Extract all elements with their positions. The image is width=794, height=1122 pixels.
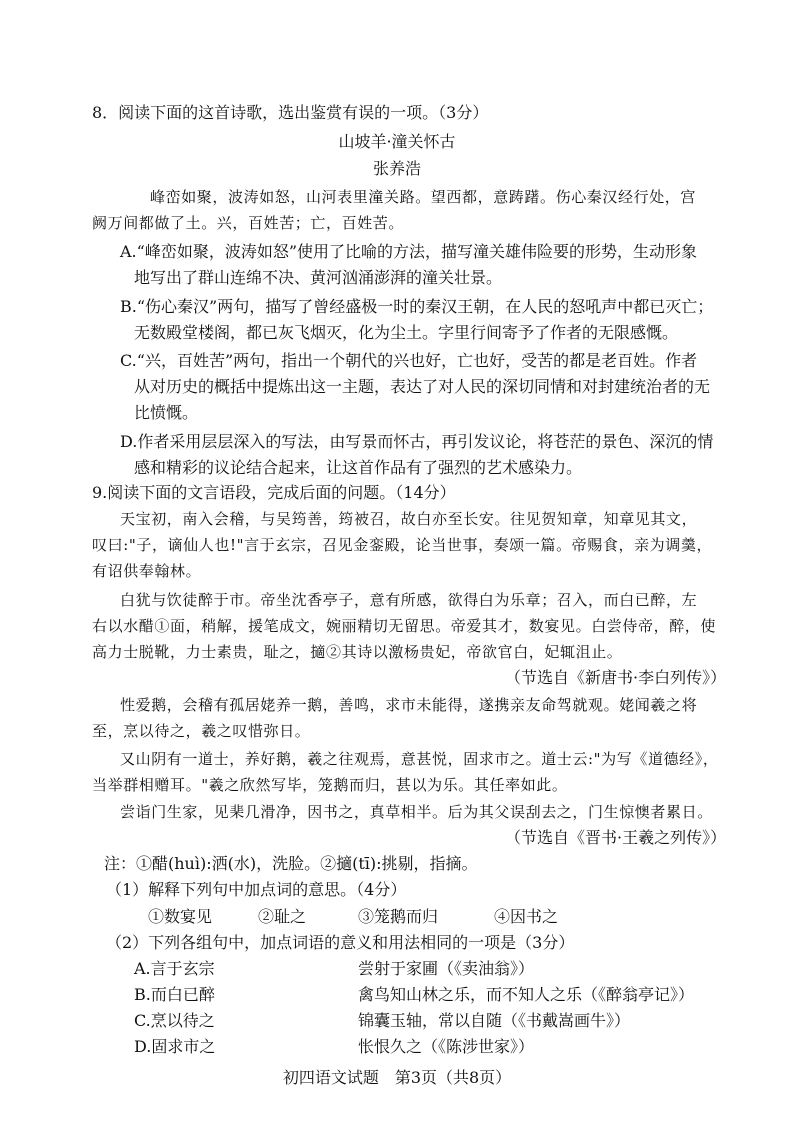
q9-stem: 9.阅读下面的文言语段，完成后面的问题。（14分） [92,483,456,502]
q8-stem: 8．阅读下面的这首诗歌，选出鉴赏有误的一项。（3分） [92,103,489,122]
subquestion-2: （2）下列各组句中，加点词语的意义和用法相同的一项是（3分） [106,933,575,952]
classical-text-line: 性爱鹅，会稽有孤居姥养一鹅，善鸣，求市未能得，遂携亲友命驾就观。姥闻羲之将 [120,696,698,714]
poem-author: 张养浩 [372,159,421,178]
option-b-line: 无数殿堂楼阁，都已灰飞烟灭，化为尘土。字里行间寄予了作者的无限感慨。 [134,323,679,342]
poem-title: 山坡羊·潼关怀古 [338,132,456,151]
classical-text-line: 有诏供奉翰林。 [92,562,202,580]
sub2-option-right: 禽鸟知山林之乐，而不知人之乐（《醉翁亭记》） [358,985,695,1004]
sub2-option-left: C.烹以待之 [134,1011,215,1030]
subquestion-1-item: ②耻之 [258,907,307,926]
poem-line: 峰峦如聚，波涛如怒，山河表里潼关路。望西都，意踌躇。伤心秦汉经行处，宫 [150,188,697,206]
classical-text-line: 高力士脱靴，力士素贵，耻之，擿②其诗以激杨贵妃，帝欲官白，妃辄沮止。 [92,643,623,661]
source-citation: （节选自《新唐书·李白列传》） [505,668,727,687]
classical-text-line: 又山阴有一道士，养好鹅，羲之往观焉，意甚悦，固求市之。道士云:"为写《道德经》， [120,750,719,768]
option-c-line: C.“兴，百姓苦”两句，指出一个朝代的兴也好，亡也好，受苦的都是老百姓。作者 [120,351,698,370]
sub2-option-left: D.固求市之 [134,1037,216,1056]
option-d-line: D.作者采用层层深入的写法，由写景而怀古，再引发议论，将苍茫的景色、深沉的情 [120,432,714,451]
option-d-line: 感和精彩的议论结合起来，让这首作品有了强烈的艺术感染力。 [134,458,583,477]
source-citation: （节选自《晋书·王羲之列传》） [505,828,727,847]
classical-text-line: 右以水醋①面，稍解，援笔成文，婉丽精切无留思。帝爱其才，数宴见。白尝侍帝，醉，使 [92,617,717,635]
classical-text-line: 叹曰:"子，谪仙人也!"言于玄宗，召见金銮殿，论当世事，奏颂一篇。帝赐食，亲为调羹， [92,536,713,554]
sub2-option-right: 锦囊玉轴，常以自随（《书戴嵩画牛》） [358,1011,631,1030]
option-c-line: 比愤慨。 [134,403,199,422]
sub2-option-right: 怅恨久之（《陈涉世家》） [358,1037,535,1056]
classical-text-line: 白犹与饮徒醉于市。帝坐沈香亭子，意有所感，欲得白为乐章；召入，而白已醉，左 [120,591,698,609]
classical-text-line: 尝诣门生家，见棐几滑净，因书之，真草相半。后为其父误刮去之，门生惊懊者累日。 [120,803,713,821]
option-c-line: 从对历史的概括中提炼出这一主题，表达了对人民的深切同情和对封建统治者的无 [134,377,711,396]
subquestion-1: （1）解释下列句中加点词的意思。（4分） [106,880,407,899]
option-a-line: 地写出了群山连绵不决、黄河汹涌澎湃的潼关壮景。 [134,268,503,287]
classical-text-line: 当举群相赠耳。"羲之欣然写毕，笼鹅而归，甚以为乐。其任率如此。 [92,776,568,794]
page-footer: 初四语文试题 第3页（共8页） [282,1068,512,1087]
sub2-option-right: 尝射于家圃（《卖油翁》） [358,959,535,978]
sub2-option-left: B.而白已醉 [134,985,215,1004]
subquestion-1-item: ④因书之 [494,907,559,926]
option-b-line: B.“伤心秦汉”两句，描写了曾经盛极一时的秦汉王朝，在人民的怒吼声中都已灭亡； [120,297,714,316]
option-a-line: A.“峰峦如聚，波涛如怒”使用了比喻的方法，描写潼关雄伟险要的形势，生动形象 [120,242,698,261]
annotation-note: 注：①醋(huì):洒(水)，洗脸。②擿(tī):挑剔，指摘。 [104,854,478,873]
classical-text-line: 天宝初，南入会稽，与吴筠善，筠被召，故白亦至长安。往见贺知章，知章见其文， [120,510,698,528]
poem-line: 阙万间都做了土。兴，百姓苦；亡，百姓苦。 [92,214,405,232]
classical-text-line: 至，烹以待之，羲之叹惜弥日。 [92,722,311,740]
subquestion-1-item: ①数宴见 [148,907,213,926]
sub2-option-left: A.言于玄宗 [134,959,215,978]
subquestion-1-item: ③笼鹅而归 [358,907,439,926]
